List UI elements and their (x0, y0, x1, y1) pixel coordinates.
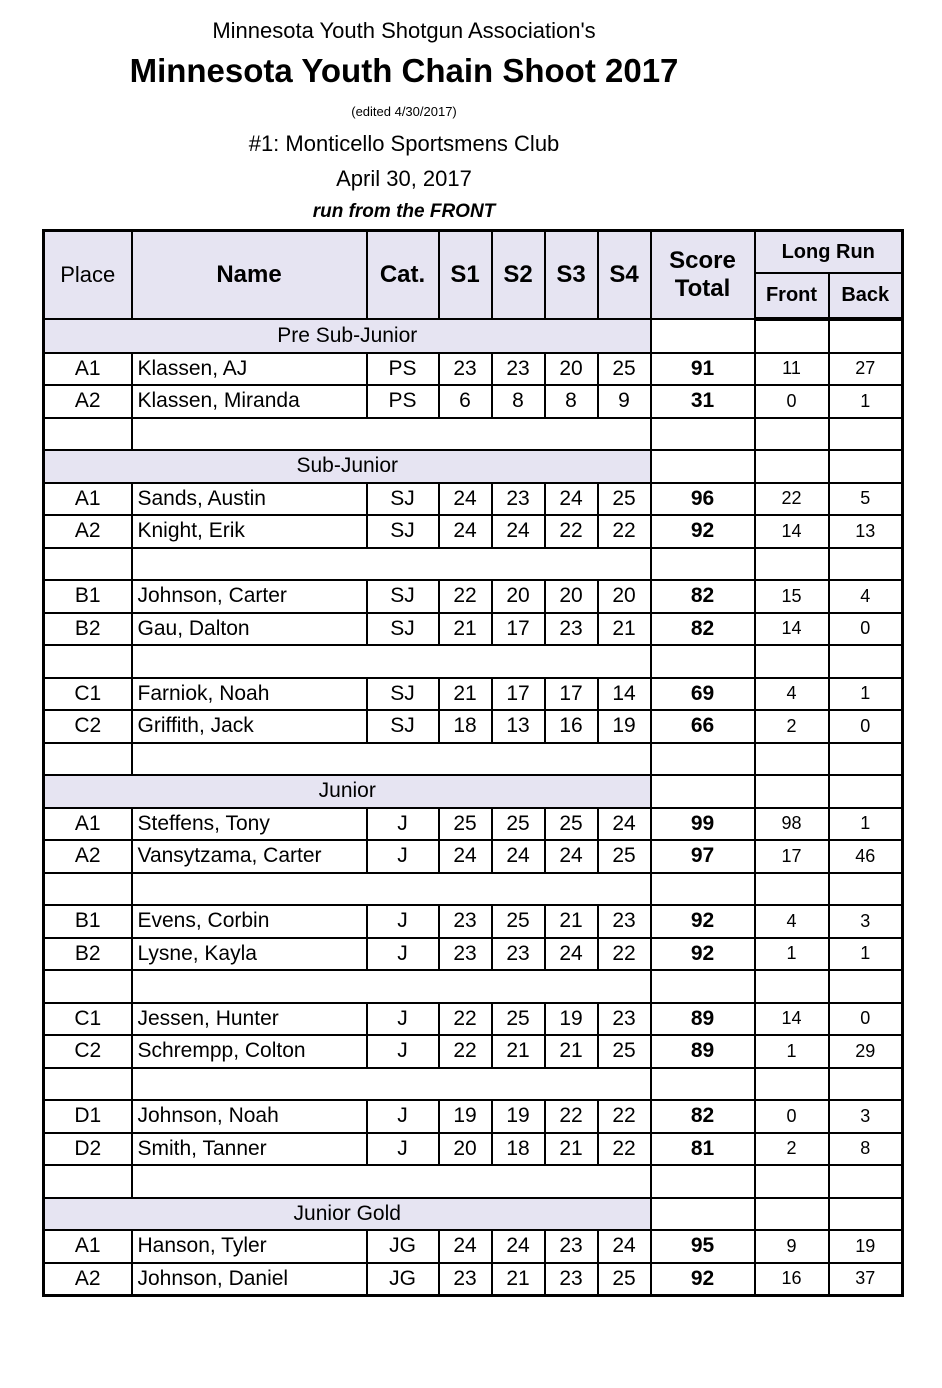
category-cell: J (367, 1003, 439, 1036)
blank-cell (651, 775, 755, 808)
s3-cell: 24 (545, 483, 598, 516)
s4-cell: 23 (598, 1003, 651, 1036)
s2-cell: 13 (492, 710, 545, 743)
s4-cell: 22 (598, 1100, 651, 1133)
table-row (44, 613, 903, 646)
name-cell: Smith, Tanner (132, 1133, 367, 1166)
blank-cell (651, 548, 755, 581)
col-header-s3: S3 (545, 231, 598, 320)
blank-cell (651, 319, 755, 353)
blank-cell (755, 418, 829, 451)
col-header-s2: S2 (492, 231, 545, 320)
table-row (44, 353, 903, 386)
s3-cell: 19 (545, 1003, 598, 1036)
s2-cell: 24 (492, 840, 545, 873)
score-total-cell: 31 (651, 385, 755, 418)
s2-cell: 25 (492, 808, 545, 841)
s1-cell: 6 (439, 385, 492, 418)
blank-cell (44, 548, 132, 581)
blank-cell (651, 450, 755, 483)
long-run-back-cell: 13 (829, 515, 903, 548)
long-run-back-cell: 3 (829, 905, 903, 938)
long-run-front-cell: 11 (755, 353, 829, 386)
name-cell: Sands, Austin (132, 483, 367, 516)
category-cell: J (367, 938, 439, 971)
s3-cell: 22 (545, 1100, 598, 1133)
section-row (44, 450, 903, 483)
edited-note: (edited 4/30/2017) (351, 104, 457, 119)
table-row (44, 580, 903, 613)
blank-cell (651, 1165, 755, 1198)
category-cell: SJ (367, 515, 439, 548)
long-run-front-cell: 16 (755, 1263, 829, 1296)
event-name: #1: Monticello Sportsmens Club (248, 131, 560, 156)
s4-cell: 22 (598, 515, 651, 548)
spacer-row (44, 873, 903, 906)
category-cell: J (367, 905, 439, 938)
place-cell: A2 (44, 1263, 132, 1296)
score-total-cell: 91 (651, 353, 755, 386)
long-run-front-cell: 22 (755, 483, 829, 516)
long-run-back-cell: 37 (829, 1263, 903, 1296)
results-table (42, 229, 904, 1297)
blank-cell (829, 1165, 903, 1198)
blank-cell (44, 1068, 132, 1101)
s4-cell: 24 (598, 1230, 651, 1263)
long-run-front-cell: 0 (755, 385, 829, 418)
category-cell: J (367, 808, 439, 841)
s3-cell: 23 (545, 1230, 598, 1263)
table-row (44, 1133, 903, 1166)
blank-cell (651, 1068, 755, 1101)
category-cell: SJ (367, 678, 439, 711)
spacer-row (44, 743, 903, 776)
category-cell: J (367, 1035, 439, 1068)
long-run-front-cell: 98 (755, 808, 829, 841)
blank-cell (755, 1068, 829, 1101)
long-run-back-cell: 8 (829, 1133, 903, 1166)
name-cell: Johnson, Carter (132, 580, 367, 613)
s4-cell: 9 (598, 385, 651, 418)
s4-cell: 20 (598, 580, 651, 613)
category-cell: JG (367, 1263, 439, 1296)
table-row (44, 1263, 903, 1296)
blank-cell (132, 1068, 651, 1101)
s2-cell: 23 (492, 483, 545, 516)
s2-cell: 23 (492, 353, 545, 386)
blank-cell (829, 1068, 903, 1101)
s3-cell: 21 (545, 905, 598, 938)
s1-cell: 23 (439, 938, 492, 971)
score-total-cell: 66 (651, 710, 755, 743)
long-run-back-cell: 1 (829, 678, 903, 711)
table-row (44, 515, 903, 548)
long-run-front-cell: 4 (755, 678, 829, 711)
category-cell: J (367, 840, 439, 873)
category-cell: JG (367, 1230, 439, 1263)
blank-cell (829, 1198, 903, 1231)
spacer-row (44, 645, 903, 678)
s2-cell: 20 (492, 580, 545, 613)
s3-cell: 23 (545, 1263, 598, 1296)
col-header-s1: S1 (439, 231, 492, 320)
long-run-back-cell: 4 (829, 580, 903, 613)
blank-cell (755, 1198, 829, 1231)
s4-cell: 21 (598, 613, 651, 646)
s3-cell: 21 (545, 1035, 598, 1068)
section-label: Pre Sub-Junior (44, 319, 651, 353)
table-row (44, 1230, 903, 1263)
category-cell: PS (367, 353, 439, 386)
blank-cell (651, 873, 755, 906)
s2-cell: 21 (492, 1035, 545, 1068)
table-row (44, 678, 903, 711)
name-cell: Gau, Dalton (132, 613, 367, 646)
long-run-back-cell: 1 (829, 938, 903, 971)
s1-cell: 24 (439, 840, 492, 873)
place-cell: A1 (44, 808, 132, 841)
long-run-back-cell: 46 (829, 840, 903, 873)
blank-cell (755, 775, 829, 808)
long-run-front-cell: 9 (755, 1230, 829, 1263)
s2-cell: 17 (492, 613, 545, 646)
name-cell: Johnson, Daniel (132, 1263, 367, 1296)
s2-cell: 19 (492, 1100, 545, 1133)
spacer-row (44, 1165, 903, 1198)
long-run-front-cell: 0 (755, 1100, 829, 1133)
category-cell: J (367, 1100, 439, 1133)
col-header-back: Back (829, 273, 903, 319)
blank-cell (829, 319, 903, 353)
col-header-name: Name (132, 231, 367, 320)
long-run-back-cell: 1 (829, 808, 903, 841)
table-header (44, 231, 903, 320)
place-cell: C2 (44, 1035, 132, 1068)
name-cell: Jessen, Hunter (132, 1003, 367, 1036)
s1-cell: 21 (439, 678, 492, 711)
name-cell: Lysne, Kayla (132, 938, 367, 971)
place-cell: B2 (44, 938, 132, 971)
place-cell: B1 (44, 580, 132, 613)
s3-cell: 24 (545, 938, 598, 971)
s1-cell: 24 (439, 515, 492, 548)
name-cell: Evens, Corbin (132, 905, 367, 938)
blank-cell (44, 1165, 132, 1198)
blank-cell (829, 970, 903, 1003)
table-row (44, 483, 903, 516)
page-title: Minnesota Youth Chain Shoot 2017 (129, 52, 679, 89)
s2-cell: 25 (492, 1003, 545, 1036)
s1-cell: 25 (439, 808, 492, 841)
section-label: Junior Gold (44, 1198, 651, 1231)
place-cell: A2 (44, 385, 132, 418)
s3-cell: 16 (545, 710, 598, 743)
table-row (44, 1035, 903, 1068)
score-total-cell: 82 (651, 1100, 755, 1133)
total-label: Total (674, 275, 731, 302)
place-cell: D2 (44, 1133, 132, 1166)
s1-cell: 20 (439, 1133, 492, 1166)
spacer-row (44, 970, 903, 1003)
s1-cell: 24 (439, 1230, 492, 1263)
long-run-front-cell: 2 (755, 710, 829, 743)
place-cell: C2 (44, 710, 132, 743)
score-total-cell: 92 (651, 905, 755, 938)
name-cell: Klassen, Miranda (132, 385, 367, 418)
s4-cell: 14 (598, 678, 651, 711)
blank-cell (132, 1165, 651, 1198)
s1-cell: 18 (439, 710, 492, 743)
s2-cell: 24 (492, 515, 545, 548)
blank-cell (44, 743, 132, 776)
blank-cell (829, 743, 903, 776)
score-total-cell: 69 (651, 678, 755, 711)
name-cell: Farniok, Noah (132, 678, 367, 711)
category-cell: SJ (367, 483, 439, 516)
s4-cell: 25 (598, 483, 651, 516)
blank-cell (829, 418, 903, 451)
blank-cell (44, 873, 132, 906)
table-row (44, 710, 903, 743)
score-total-cell: 89 (651, 1035, 755, 1068)
blank-cell (44, 970, 132, 1003)
long-run-front-cell: 14 (755, 1003, 829, 1036)
section-row (44, 775, 903, 808)
blank-cell (829, 645, 903, 678)
blank-cell (755, 873, 829, 906)
long-run-back-cell: 0 (829, 613, 903, 646)
name-cell: Schrempp, Colton (132, 1035, 367, 1068)
section-row (44, 1198, 903, 1231)
s3-cell: 20 (545, 580, 598, 613)
long-run-back-cell: 19 (829, 1230, 903, 1263)
blank-cell (829, 775, 903, 808)
blank-cell (132, 645, 651, 678)
col-header-cat: Cat. (367, 231, 439, 320)
long-run-back-cell: 1 (829, 385, 903, 418)
run-note: run from the FRONT (312, 201, 496, 222)
name-cell: Vansytzama, Carter (132, 840, 367, 873)
s4-cell: 25 (598, 1035, 651, 1068)
blank-cell (132, 418, 651, 451)
col-header-place: Place (44, 231, 132, 320)
score-total-cell: 92 (651, 515, 755, 548)
spacer-row (44, 1068, 903, 1101)
s3-cell: 8 (545, 385, 598, 418)
col-header-score-total (651, 231, 755, 320)
blank-cell (44, 645, 132, 678)
s4-cell: 25 (598, 840, 651, 873)
long-run-front-cell: 2 (755, 1133, 829, 1166)
s3-cell: 21 (545, 1133, 598, 1166)
col-header-front: Front (755, 273, 829, 319)
s4-cell: 23 (598, 905, 651, 938)
score-total-cell: 99 (651, 808, 755, 841)
long-run-back-cell: 5 (829, 483, 903, 516)
s2-cell: 18 (492, 1133, 545, 1166)
name-cell: Steffens, Tony (132, 808, 367, 841)
place-cell: A2 (44, 840, 132, 873)
blank-cell (132, 548, 651, 581)
score-total-cell: 82 (651, 613, 755, 646)
s2-cell: 8 (492, 385, 545, 418)
long-run-back-cell: 0 (829, 1003, 903, 1036)
s3-cell: 24 (545, 840, 598, 873)
s1-cell: 19 (439, 1100, 492, 1133)
name-cell: Griffith, Jack (132, 710, 367, 743)
blank-cell (755, 319, 829, 353)
blank-cell (651, 1198, 755, 1231)
score-total-cell: 81 (651, 1133, 755, 1166)
s2-cell: 25 (492, 905, 545, 938)
place-cell: B2 (44, 613, 132, 646)
long-run-back-cell: 0 (829, 710, 903, 743)
long-run-front-cell: 17 (755, 840, 829, 873)
s1-cell: 23 (439, 905, 492, 938)
category-cell: SJ (367, 580, 439, 613)
score-total-cell: 97 (651, 840, 755, 873)
s1-cell: 22 (439, 580, 492, 613)
s1-cell: 23 (439, 1263, 492, 1296)
blank-cell (132, 970, 651, 1003)
s3-cell: 17 (545, 678, 598, 711)
blank-cell (755, 450, 829, 483)
score-total-cell: 92 (651, 1263, 755, 1296)
s3-cell: 20 (545, 353, 598, 386)
place-cell: A1 (44, 483, 132, 516)
s2-cell: 21 (492, 1263, 545, 1296)
table-row (44, 385, 903, 418)
s1-cell: 22 (439, 1003, 492, 1036)
blank-cell (755, 645, 829, 678)
s3-cell: 23 (545, 613, 598, 646)
long-run-front-cell: 15 (755, 580, 829, 613)
place-cell: B1 (44, 905, 132, 938)
s1-cell: 23 (439, 353, 492, 386)
blank-cell (651, 418, 755, 451)
long-run-front-cell: 4 (755, 905, 829, 938)
s4-cell: 25 (598, 1263, 651, 1296)
table-row (44, 905, 903, 938)
blank-cell (755, 743, 829, 776)
blank-cell (651, 970, 755, 1003)
s2-cell: 24 (492, 1230, 545, 1263)
table-row (44, 938, 903, 971)
place-cell: C1 (44, 1003, 132, 1036)
s4-cell: 24 (598, 808, 651, 841)
s1-cell: 21 (439, 613, 492, 646)
section-label: Sub-Junior (44, 450, 651, 483)
long-run-back-cell: 29 (829, 1035, 903, 1068)
table-body (44, 319, 903, 1296)
s1-cell: 22 (439, 1035, 492, 1068)
blank-cell (132, 873, 651, 906)
section-label: Junior (44, 775, 651, 808)
long-run-front-cell: 14 (755, 613, 829, 646)
place-cell: C1 (44, 678, 132, 711)
category-cell: J (367, 1133, 439, 1166)
long-run-back-cell: 27 (829, 353, 903, 386)
spacer-row (44, 548, 903, 581)
s1-cell: 24 (439, 483, 492, 516)
s3-cell: 25 (545, 808, 598, 841)
col-header-s4: S4 (598, 231, 651, 320)
blank-cell (755, 970, 829, 1003)
s2-cell: 17 (492, 678, 545, 711)
s2-cell: 23 (492, 938, 545, 971)
table-row (44, 1003, 903, 1036)
name-cell: Hanson, Tyler (132, 1230, 367, 1263)
long-run-front-cell: 14 (755, 515, 829, 548)
category-cell: SJ (367, 613, 439, 646)
blank-cell (651, 743, 755, 776)
place-cell: A1 (44, 353, 132, 386)
s4-cell: 22 (598, 1133, 651, 1166)
spacer-row (44, 418, 903, 451)
score-label: Score (669, 247, 736, 274)
category-cell: SJ (367, 710, 439, 743)
long-run-front-cell: 1 (755, 938, 829, 971)
blank-cell (44, 418, 132, 451)
place-cell: A2 (44, 515, 132, 548)
table-row (44, 1100, 903, 1133)
blank-cell (829, 873, 903, 906)
name-cell: Klassen, AJ (132, 353, 367, 386)
score-total-cell: 95 (651, 1230, 755, 1263)
s4-cell: 19 (598, 710, 651, 743)
s3-cell: 22 (545, 515, 598, 548)
category-cell: PS (367, 385, 439, 418)
blank-cell (651, 645, 755, 678)
score-total-cell: 92 (651, 938, 755, 971)
blank-cell (829, 548, 903, 581)
place-cell: D1 (44, 1100, 132, 1133)
place-cell: A1 (44, 1230, 132, 1263)
s4-cell: 25 (598, 353, 651, 386)
section-row (44, 319, 903, 353)
association-name: Minnesota Youth Shotgun Association's (212, 18, 596, 43)
s4-cell: 22 (598, 938, 651, 971)
name-cell: Johnson, Noah (132, 1100, 367, 1133)
score-total-cell: 96 (651, 483, 755, 516)
col-header-long-run: Long Run (755, 231, 903, 274)
blank-cell (132, 743, 651, 776)
table-row (44, 840, 903, 873)
blank-cell (755, 1165, 829, 1198)
blank-cell (755, 548, 829, 581)
event-date: April 30, 2017 (336, 166, 472, 191)
blank-cell (829, 450, 903, 483)
long-run-back-cell: 3 (829, 1100, 903, 1133)
table-row (44, 808, 903, 841)
long-run-front-cell: 1 (755, 1035, 829, 1068)
name-cell: Knight, Erik (132, 515, 367, 548)
score-total-cell: 82 (651, 580, 755, 613)
score-total-cell: 89 (651, 1003, 755, 1036)
